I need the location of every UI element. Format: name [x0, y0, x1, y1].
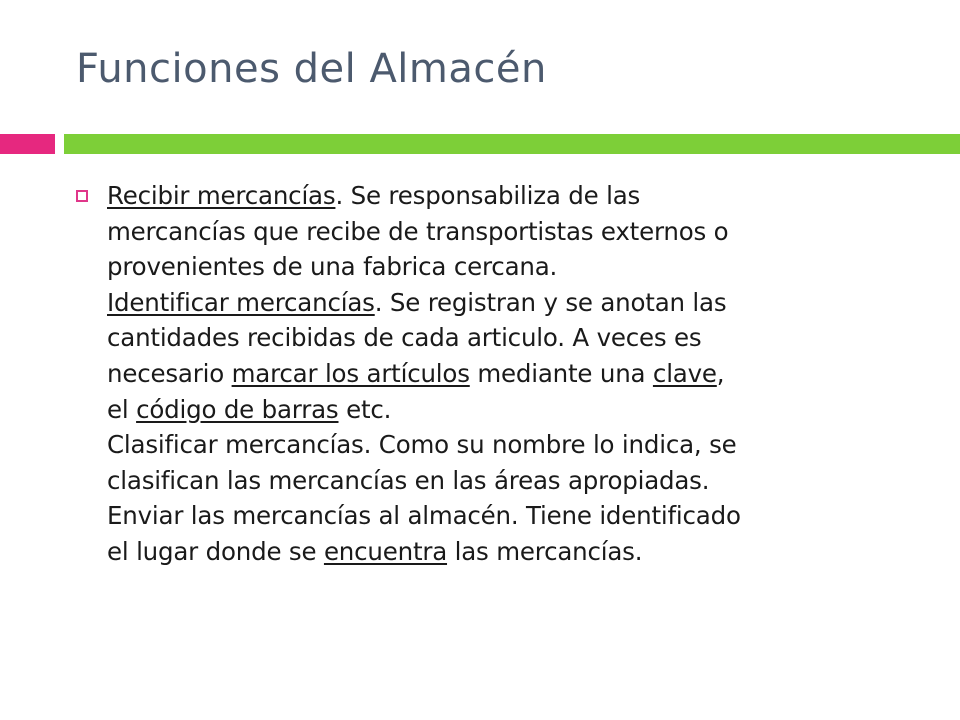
link-identificar-mercancias[interactable]: Identificar mercancías [107, 287, 375, 317]
text-run: , [716, 358, 725, 388]
text-line [107, 320, 937, 356]
text-run: necesario [107, 358, 232, 388]
accent-bar-pink [0, 134, 55, 154]
text-run: etc. [338, 394, 392, 424]
text-run: el [107, 394, 137, 424]
text-run: Enviar las mercancías al almacén. Tiene identificado [107, 501, 741, 531]
text-run: provenientes de una fabrica cercana. [107, 252, 558, 282]
text-run: cantidades recibidas de cada articulo. A veces es [107, 323, 702, 353]
text-run: mediante una [469, 358, 653, 388]
link-clave[interactable]: clave [652, 358, 717, 388]
link-codigo-de-barras[interactable]: código de barras [136, 394, 339, 424]
bullet-paragraph [107, 178, 937, 570]
text-run: Clasificar mercancías. Como su nombre lo indica, se [107, 430, 737, 460]
text-line [107, 463, 937, 499]
text-run: . Se responsabiliza de las [335, 181, 641, 210]
text-run: mercancías que recibe de transportistas externos o [107, 216, 729, 246]
text-line [107, 356, 937, 392]
text-run: . Se registran y se anotan las [374, 287, 727, 317]
slide-title: Funciones del Almacén [76, 46, 547, 92]
link-encuentra[interactable]: encuentra [323, 536, 448, 566]
accent-bar-green [64, 134, 960, 154]
link-recibir-mercancias[interactable]: Recibir mercancías [107, 181, 336, 210]
text-line [107, 427, 937, 463]
text-run: clasifican las mercancías en las áreas apropiadas. [107, 465, 710, 495]
text-line [107, 249, 937, 285]
text-line [107, 534, 937, 570]
text-line [107, 498, 937, 534]
link-marcar-articulos[interactable]: marcar los artículos [231, 358, 470, 388]
text-run: las mercancías. [447, 536, 643, 566]
text-run: el lugar donde se [107, 536, 324, 566]
hollow-square-bullet-icon [76, 190, 88, 202]
text-line [107, 392, 937, 428]
text-line [107, 178, 937, 214]
text-line [107, 285, 937, 321]
text-line [107, 214, 937, 250]
